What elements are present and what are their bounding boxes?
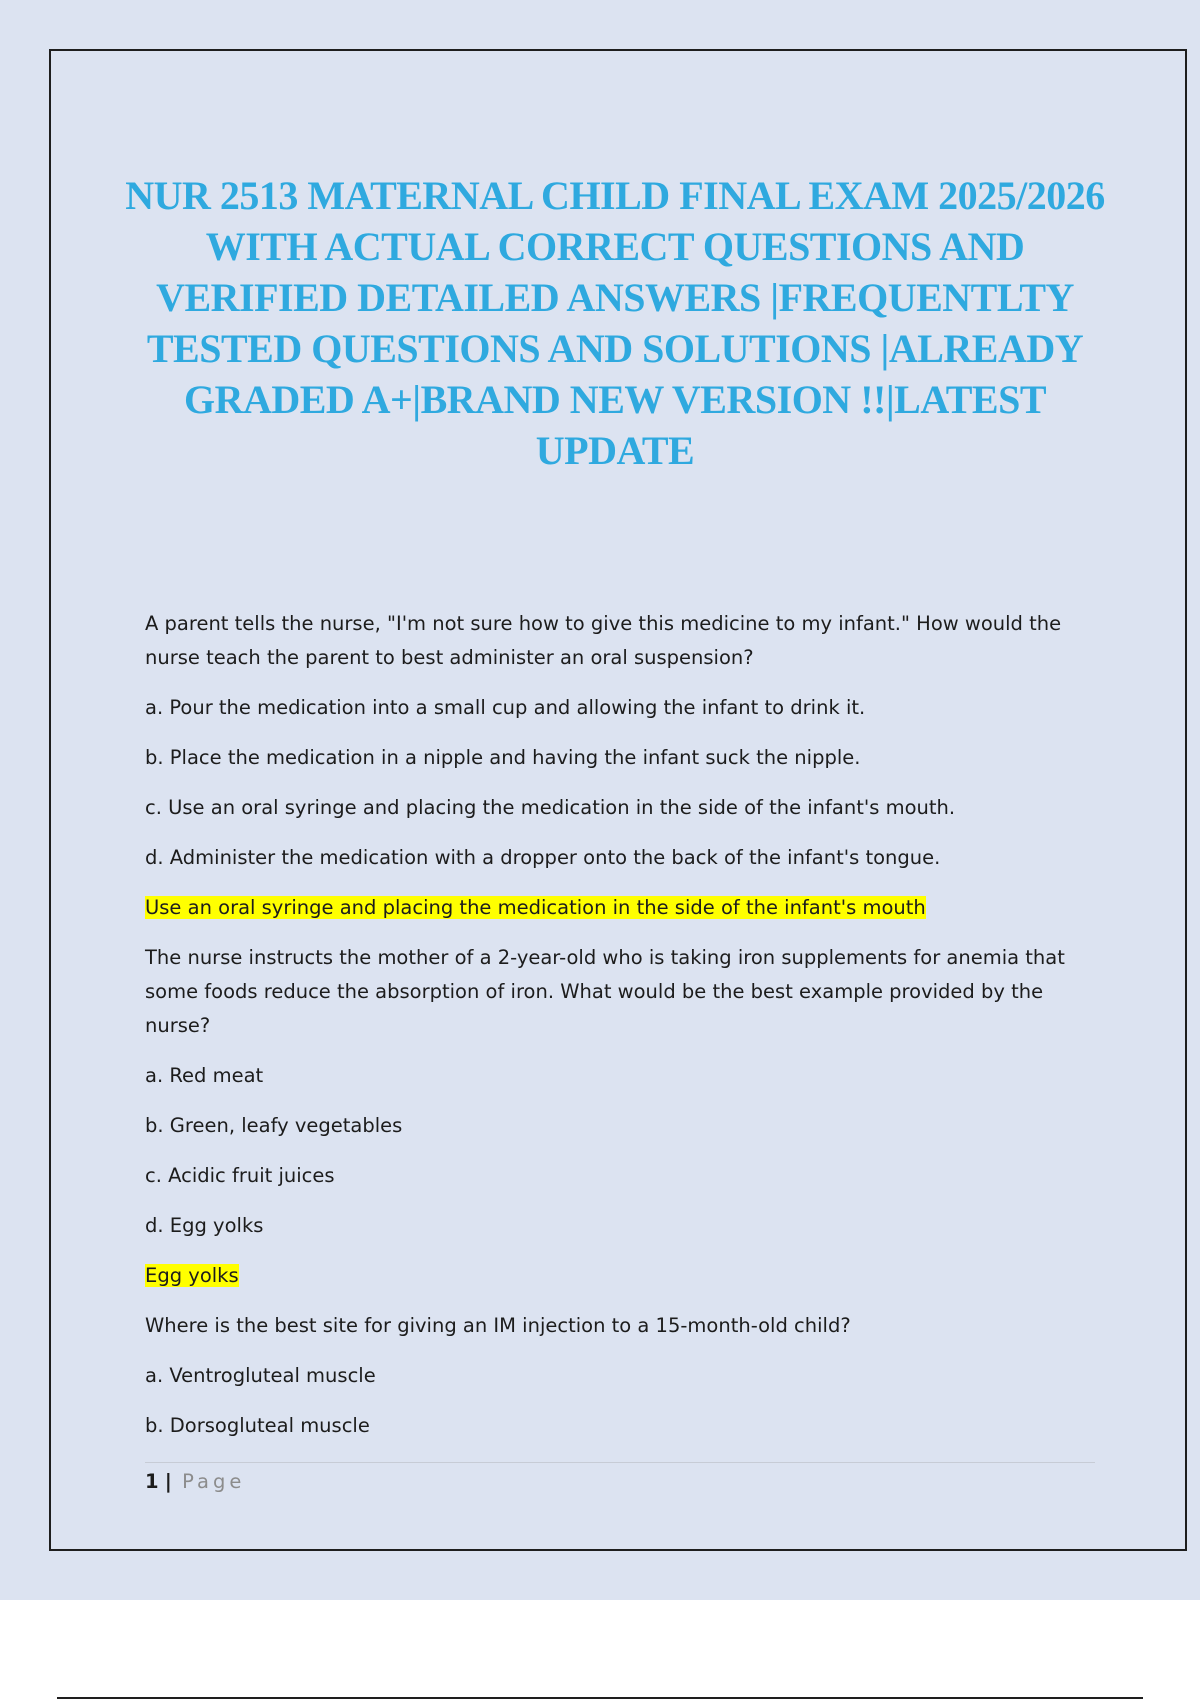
answer-option: c. Acidic fruit juices — [145, 1164, 335, 1187]
correct-answer — [145, 1259, 1095, 1293]
page-number: 1 — [145, 1470, 159, 1493]
answer-option: b. Place the medication in a nipple and having the infant suck the nipple. — [145, 746, 861, 769]
highlighted-answer-text: Egg yolks — [145, 1264, 239, 1287]
answer-option: d. Administer the medication with a dropper onto the back of the infant's tongue. — [145, 846, 941, 869]
answer-option: a. Red meat — [145, 1064, 264, 1087]
answer-option: b. Green, leafy vegetables — [145, 1114, 403, 1137]
footer-separator: | — [164, 1470, 172, 1493]
document-title: NUR 2513 MATERNAL CHILD FINAL EXAM 2025/2026 WITH ACTUAL CORRECT QUESTIONS AND VERIFIED DETAILED ANSWERS |FREQUENTLTY TESTED QUESTIONS AND SOLUTIONS |ALREADY GRADED A+|BRAND NEW VERSION !!|LATEST UPDATE — [125, 173, 1105, 473]
document-body — [145, 607, 1095, 1459]
answer-option: b. Dorsogluteal muscle — [145, 1414, 370, 1437]
correct-answer — [145, 891, 1095, 925]
question-text: A parent tells the nurse, "I'm not sure how to give this medicine to my infant." How would the nurse teach the parent to best administer an oral suspension? — [145, 612, 1062, 669]
answer-option: c. Use an oral syringe and placing the medication in the side of the infant's mouth. — [145, 796, 956, 819]
answer-option: a. Pour the medication into a small cup and allowing the infant to drink it. — [145, 696, 866, 719]
highlighted-answer-text: Use an oral syringe and placing the medication in the side of the infant's mouth — [145, 896, 926, 919]
question-text: The nurse instructs the mother of a 2-year-old who is taking iron supplements for anemia that some foods reduce the absorption of iron. What would be the best example provided by the nurse? — [145, 946, 1065, 1037]
answer-option: d. Egg yolks — [145, 1214, 264, 1237]
answer-option: a. Ventrogluteal muscle — [145, 1364, 376, 1387]
page-footer — [145, 1470, 245, 1493]
next-page-top-border — [57, 1697, 1143, 1699]
question-text: Where is the best site for giving an IM injection to a 15-month-old child? — [145, 1314, 851, 1337]
page-label: Page — [182, 1470, 246, 1493]
footer-divider — [145, 1462, 1095, 1463]
